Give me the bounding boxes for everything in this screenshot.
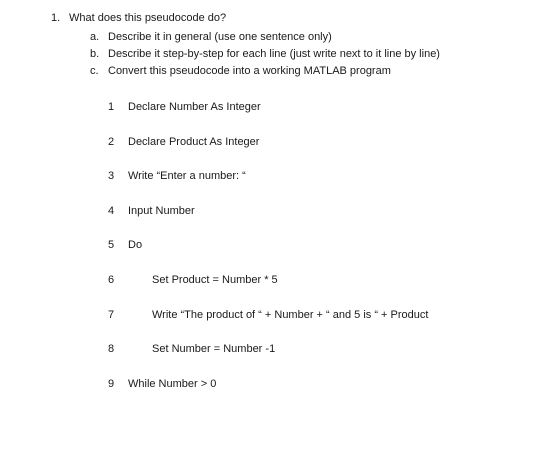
subquestion-text: Convert this pseudocode into a working MATLAB program <box>108 65 391 77</box>
subquestion-a <box>90 29 440 46</box>
question-number: 1. <box>51 12 61 24</box>
line-text: Do <box>128 239 143 252</box>
line-number: 6 <box>108 273 115 286</box>
line-number: 4 <box>108 204 115 217</box>
line-text: Set Product = Number * 5 <box>152 273 278 286</box>
line-number: 3 <box>108 170 115 183</box>
line-number: 2 <box>108 135 115 148</box>
line-number: 1 <box>108 101 115 113</box>
subquestion-letter: c. <box>90 65 99 77</box>
line-text: Write “The product of “ + Number + “ and 5 is “ + Product <box>152 308 429 321</box>
subquestion-text: Describe it in general (use one sentence only) <box>108 31 332 43</box>
subquestion-letter: a. <box>90 31 100 43</box>
line-text: While Number > 0 <box>128 377 217 390</box>
subquestion-b <box>90 46 440 63</box>
line-number: 5 <box>108 239 115 252</box>
question-text: What does this pseudocode do? <box>69 12 227 24</box>
subquestion-letter: b. <box>90 48 100 60</box>
question-heading <box>51 12 226 24</box>
subquestion-text: Describe it step-by-step for each line (just write next to it line by line) <box>108 48 440 60</box>
subquestion-c <box>90 63 440 80</box>
subquestion-list <box>90 29 440 80</box>
line-text: Write “Enter a number: “ <box>128 170 246 183</box>
line-number: 7 <box>108 308 115 321</box>
line-text: Input Number <box>128 204 195 217</box>
line-number: 8 <box>108 343 115 356</box>
line-number: 9 <box>108 377 115 390</box>
line-text: Declare Number As Integer <box>128 101 261 113</box>
line-text: Set Number = Number -1 <box>152 343 276 356</box>
line-text: Declare Product As Integer <box>128 135 260 148</box>
